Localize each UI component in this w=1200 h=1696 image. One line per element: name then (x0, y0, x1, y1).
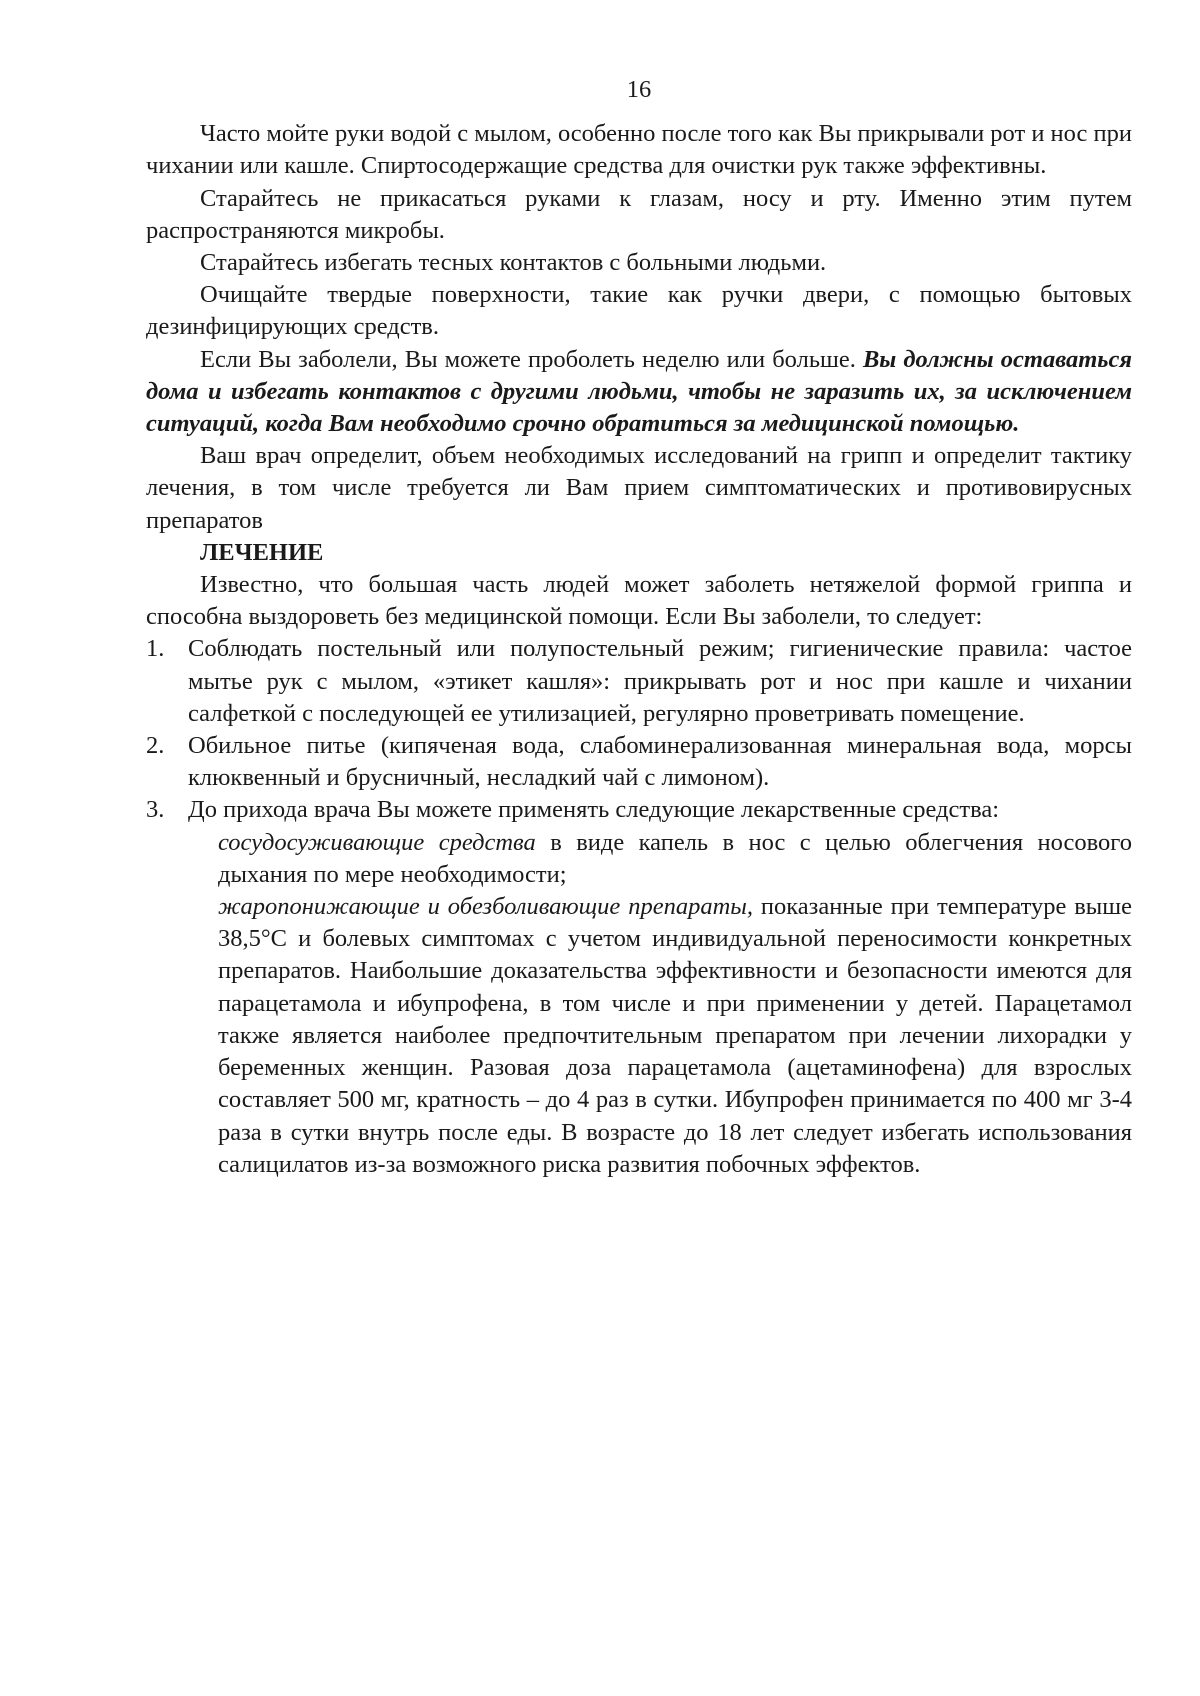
list-item-text: Обильное питье (кипяченая вода, слабоминерализованная минеральная вода, морсы клюквенный и брусничный, несладкий чай с лимоном). (188, 732, 1132, 792)
paragraph-if-sick (146, 344, 1132, 441)
sub-item-term: сосудосуживающие средства (218, 828, 536, 856)
list-item (146, 730, 1132, 794)
list-item-number: 3. (146, 796, 165, 824)
paragraph-clean-surfaces: Очищайте твердые поверхности, такие как ручки двери, с помощью бытовых дезинфицирующих средств. (146, 281, 1132, 341)
list-item-number: 1. (146, 635, 165, 663)
list-item-text: Соблюдать постельный или полупостельный режим; гигиенические правила: частое мытье рук с мылом, «этикет кашля»: прикрывать рот и нос при кашле и чихании салфеткой с последующей ее утилизацией, регулярно проветривать помещение. (188, 635, 1132, 727)
if-sick-bold-text: Вы должны оставаться дома и избегать контактов с другими людьми, чтобы не заразить их, за исключением ситуаций, когда Вам необходимо срочно обратиться за медицинской помощью. (146, 345, 1132, 438)
document-page (146, 74, 1132, 1181)
sub-item-antipyretics (188, 891, 1132, 1181)
if-sick-plain-text: Если Вы заболели, Вы можете проболеть неделю или больше. (200, 345, 863, 373)
sub-item-text: показанные при температуре выше 38,5°С и болевых симптомах с учетом индивидуальной переносимости конкретных препаратов. Наибольшие доказательства эффективности и безопасности имеются для парацетамола и ибупрофена, в том числе и при применении у детей. Парацетамол также является наиболее предпочтительным препаратом при лечении лихорадки у беременных женщин. Разовая доза парацетамола (ацетаминофена) для взрослых составляет 500 мг, кратность – до 4 раз в сутки. Ибупрофен принимается по 400 мг 3-4 раза в сутки внутрь после еды. В возрасте до 18 лет следует избегать использования салицилатов из-за возможного риска развития побочных эффектов. (218, 893, 1132, 1178)
sub-item-text: в виде капель в нос с целью облегчения носового дыхания по мере необходимости; (218, 828, 1132, 888)
paragraph-hand-washing: Часто мойте руки водой с мылом, особенно после того как Вы прикрывали рот и нос при чихании или кашле. Спиртосодержащие средства для очистки рук также эффективны. (146, 120, 1132, 180)
sub-item-vasoconstrictors (188, 827, 1132, 891)
list-item (146, 794, 1132, 1180)
list-item (146, 633, 1132, 730)
page-number: 16 (626, 76, 652, 103)
treatment-list (146, 633, 1132, 1180)
section-heading-treatment: ЛЕЧЕНИЕ (200, 538, 324, 566)
list-item-number: 2. (146, 732, 165, 760)
sub-item-term: жаропонижающие и обезболивающие препараты, (218, 893, 753, 921)
paragraph-treatment-intro: Известно, что большая часть людей может заболеть нетяжелой формой гриппа и способна выздороветь без медицинской помощи. Если Вы заболели, то следует: (146, 571, 1132, 631)
paragraph-avoid-contacts: Старайтесь избегать тесных контактов с больными людьми. (200, 249, 827, 277)
list-item-text: До прихода врача Вы можете применять следующие лекарственные средства: (188, 796, 1000, 824)
paragraph-no-touching: Старайтесь не прикасаться руками к глазам, носу и рту. Именно этим путем распространяются микробы. (146, 184, 1132, 244)
paragraph-doctor: Ваш врач определит, объем необходимых исследований на грипп и определит тактику лечения, в том числе требуется ли Вам прием симптоматических и противовирусных препаратов (146, 442, 1132, 534)
